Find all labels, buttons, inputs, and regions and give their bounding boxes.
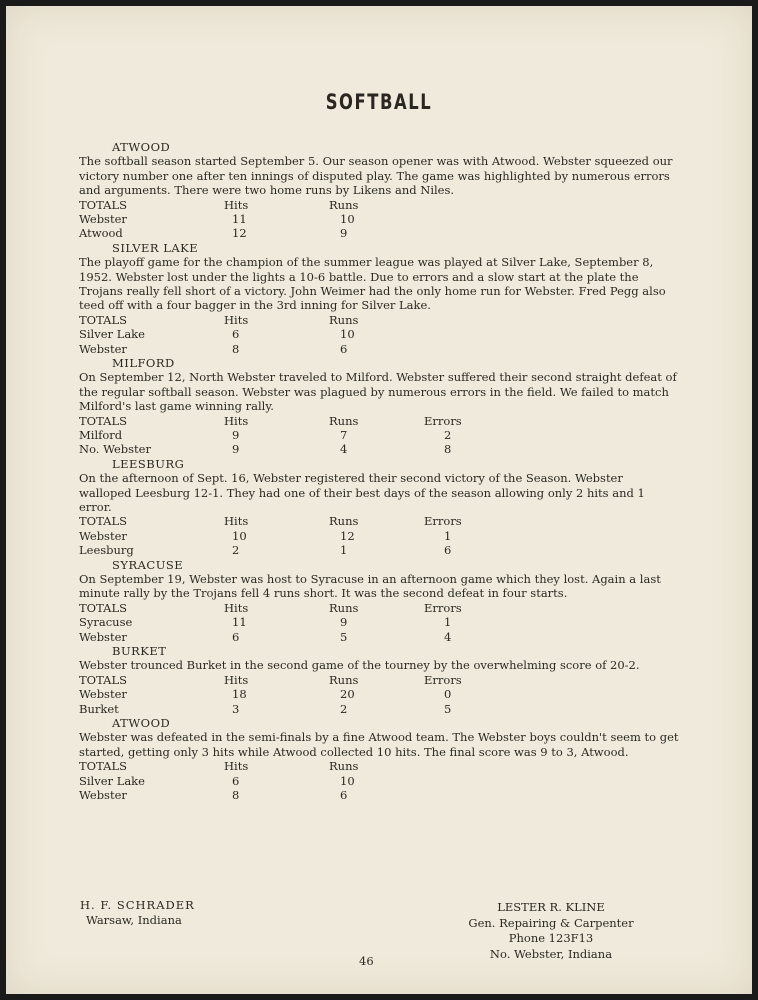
column-header: Errors bbox=[424, 514, 462, 529]
section-paragraph: On the afternoon of Sept. 16, Webster registered their second victory of the Season. Webster walloped Leesburg 12-1. They had one of their best days of the season allowing only 2 hits and 1 error. bbox=[79, 471, 645, 515]
totals-table bbox=[79, 313, 679, 356]
section-paragraph: On September 12, North Webster traveled to Milford. Webster suffered their second straight defeat of the regular softball season. Webster was plagued by numerous errors in the field. We failed to match Milford's last game winning rally. bbox=[79, 370, 677, 414]
totals-table bbox=[79, 414, 679, 457]
table-row bbox=[79, 428, 679, 442]
column-header: TOTALS bbox=[79, 312, 127, 327]
advertiser-kline bbox=[446, 900, 656, 962]
table-row bbox=[79, 529, 679, 543]
column-header: TOTALS bbox=[79, 672, 127, 687]
table-header-row bbox=[79, 673, 679, 687]
game-section-silver-lake bbox=[79, 241, 679, 356]
runs-cell: 10 bbox=[340, 773, 355, 788]
advertiser-schrader bbox=[80, 898, 195, 928]
hits-cell: 12 bbox=[232, 226, 247, 241]
hits-cell: 2 bbox=[232, 543, 240, 558]
team-cell: Milford bbox=[79, 428, 123, 443]
team-cell: Webster bbox=[79, 212, 127, 227]
column-header: TOTALS bbox=[79, 759, 127, 774]
page-number: 46 bbox=[359, 954, 374, 968]
errors-cell: 8 bbox=[444, 442, 452, 457]
section-heading: SILVER LAKE bbox=[112, 240, 199, 255]
section-heading: MILFORD bbox=[112, 356, 175, 370]
column-header: Runs bbox=[329, 413, 359, 428]
table-header-row bbox=[79, 414, 679, 428]
section-paragraph: The playoff game for the champion of the summer league was played at Silver Lake, September 8, 1952. Webster lost under the lights a 10-6 battle. Due to errors and a slow start at the plate the Trojans really fell short of a victory. John Weimer had the only home run for Webster. Fred Pegg also teed off with a four bagger in the 3rd inning for Silver Lake. bbox=[79, 255, 666, 313]
column-header: Hits bbox=[224, 600, 249, 615]
team-cell: Burket bbox=[79, 701, 119, 716]
section-heading: BURKET bbox=[112, 643, 167, 658]
column-header: Hits bbox=[224, 312, 249, 327]
errors-cell: 6 bbox=[444, 543, 452, 558]
table-header-row bbox=[79, 313, 679, 327]
section-paragraph: On September 19, Webster was host to Syracuse in an afternoon game which they lost. Again a last minute rally by the Trojans fell 4 runs short. It was the second defeat in four starts. bbox=[79, 572, 661, 601]
runs-cell: 10 bbox=[340, 327, 355, 342]
advertiser-city: No. Webster, Indiana bbox=[489, 946, 613, 961]
section-paragraph: Webster trounced Burket in the second game of the tourney by the overwhelming score of 20-2. bbox=[79, 658, 640, 673]
errors-cell: 1 bbox=[444, 528, 452, 543]
column-header: Hits bbox=[224, 413, 249, 428]
team-cell: Webster bbox=[79, 687, 127, 702]
runs-cell: 9 bbox=[340, 615, 348, 630]
runs-cell: 12 bbox=[340, 528, 355, 543]
runs-cell: 5 bbox=[340, 629, 348, 644]
errors-cell: 2 bbox=[444, 428, 452, 443]
column-header: Hits bbox=[224, 672, 249, 687]
hits-cell: 6 bbox=[232, 773, 240, 788]
team-cell: Syracuse bbox=[79, 615, 133, 630]
table-row bbox=[79, 702, 679, 716]
column-header: TOTALS bbox=[79, 197, 127, 212]
table-row bbox=[79, 788, 679, 802]
column-header: Errors bbox=[424, 672, 462, 687]
column-header: Hits bbox=[224, 759, 249, 774]
table-row bbox=[79, 327, 679, 341]
column-header: TOTALS bbox=[79, 600, 127, 615]
runs-cell: 6 bbox=[340, 341, 348, 356]
runs-cell: 6 bbox=[340, 787, 348, 802]
column-header: Hits bbox=[224, 514, 249, 529]
column-header: Errors bbox=[424, 600, 462, 615]
game-section-atwood bbox=[79, 140, 679, 241]
team-cell: Webster bbox=[79, 341, 127, 356]
table-row bbox=[79, 342, 679, 356]
advertiser-business: Gen. Repairing & Carpenter bbox=[468, 915, 634, 930]
table-row bbox=[79, 687, 679, 701]
table-row bbox=[79, 543, 679, 557]
totals-table bbox=[79, 759, 679, 802]
errors-cell: 4 bbox=[444, 629, 452, 644]
section-heading: ATWOOD bbox=[112, 715, 171, 730]
hits-cell: 6 bbox=[232, 629, 240, 644]
table-row bbox=[79, 442, 679, 456]
column-header: Runs bbox=[329, 759, 359, 774]
column-header: Hits bbox=[224, 197, 249, 212]
totals-table bbox=[79, 514, 679, 557]
section-heading: LEESBURG bbox=[112, 456, 185, 471]
hits-cell: 3 bbox=[232, 701, 240, 716]
table-row bbox=[79, 615, 679, 629]
game-section-milford bbox=[79, 356, 679, 457]
table-header-row bbox=[79, 601, 679, 615]
team-cell: Webster bbox=[79, 787, 127, 802]
hits-cell: 11 bbox=[232, 615, 247, 630]
column-header: Runs bbox=[329, 600, 359, 615]
table-header-row bbox=[79, 198, 679, 212]
game-section-burket bbox=[79, 644, 679, 716]
team-cell: Leesburg bbox=[79, 543, 134, 558]
runs-cell: 2 bbox=[340, 701, 348, 716]
hits-cell: 8 bbox=[232, 787, 240, 802]
totals-table bbox=[79, 198, 679, 241]
runs-cell: 10 bbox=[340, 212, 355, 227]
runs-cell: 9 bbox=[340, 226, 348, 241]
advertiser-name: LESTER R. KLINE bbox=[497, 900, 605, 914]
hits-cell: 9 bbox=[232, 428, 240, 443]
team-cell: Webster bbox=[79, 629, 127, 644]
table-row bbox=[79, 630, 679, 644]
advertiser-phone: Phone 123F13 bbox=[508, 931, 594, 945]
section-heading: ATWOOD bbox=[112, 140, 171, 154]
errors-cell: 1 bbox=[444, 615, 452, 630]
hits-cell: 6 bbox=[232, 327, 240, 342]
runs-cell: 7 bbox=[340, 428, 348, 443]
column-header: Errors bbox=[424, 413, 462, 428]
totals-table bbox=[79, 601, 679, 644]
column-header: TOTALS bbox=[79, 514, 127, 529]
softball-article bbox=[79, 140, 679, 802]
section-paragraph: Webster was defeated in the semi-finals by a fine Atwood team. The Webster boys couldn't seem to get started, getting only 3 hits while Atwood collected 10 hits. The final score was 9 to 3, Atwood. bbox=[79, 730, 679, 759]
column-header: TOTALS bbox=[79, 413, 127, 428]
team-cell: Webster bbox=[79, 528, 127, 543]
errors-cell: 5 bbox=[444, 701, 452, 716]
column-header: Runs bbox=[329, 312, 359, 327]
team-cell: Silver Lake bbox=[79, 327, 145, 342]
errors-cell: 0 bbox=[444, 687, 452, 702]
yearbook-page bbox=[6, 6, 752, 994]
section-paragraph: The softball season started September 5. Our season opener was with Atwood. Webster squeezed our victory number one after ten innings of disputed play. The game was highlighted by numerous errors and arguments. There were two home runs by Likens and Niles. bbox=[79, 154, 673, 198]
hits-cell: 10 bbox=[232, 528, 247, 543]
table-row bbox=[79, 226, 679, 240]
team-cell: Atwood bbox=[79, 226, 123, 241]
column-header: Runs bbox=[329, 197, 359, 212]
team-cell: No. Webster bbox=[79, 442, 151, 457]
hits-cell: 11 bbox=[232, 212, 247, 227]
table-header-row bbox=[79, 759, 679, 773]
totals-table bbox=[79, 673, 679, 716]
table-row bbox=[79, 774, 679, 788]
column-header: Runs bbox=[329, 672, 359, 687]
game-section-atwood-semifinal bbox=[79, 716, 679, 802]
runs-cell: 20 bbox=[340, 687, 355, 702]
team-cell: Silver Lake bbox=[79, 773, 145, 788]
table-row bbox=[79, 212, 679, 226]
hits-cell: 8 bbox=[232, 341, 240, 356]
table-header-row bbox=[79, 514, 679, 528]
game-section-leesburg bbox=[79, 457, 679, 558]
advertiser-name: H. F. SCHRADER bbox=[80, 898, 195, 912]
page-title: SOFTBALL bbox=[325, 90, 433, 114]
section-heading: SYRACUSE bbox=[112, 557, 184, 572]
hits-cell: 18 bbox=[232, 687, 247, 702]
column-header: Runs bbox=[329, 514, 359, 529]
game-section-syracuse bbox=[79, 558, 679, 644]
runs-cell: 4 bbox=[340, 442, 348, 457]
hits-cell: 9 bbox=[232, 442, 240, 457]
runs-cell: 1 bbox=[340, 543, 348, 558]
advertiser-city: Warsaw, Indiana bbox=[86, 913, 182, 927]
